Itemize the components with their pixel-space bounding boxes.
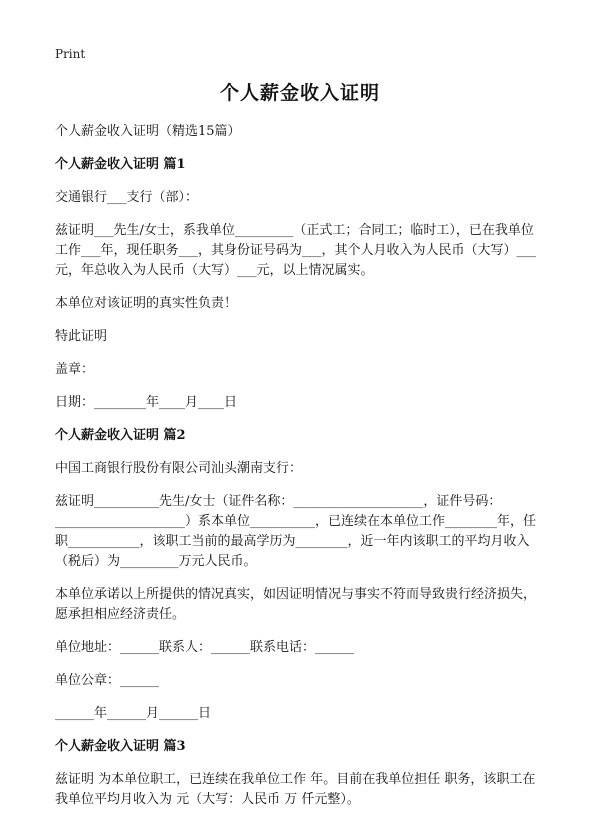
body-paragraph: 本单位承诺以上所提供的情况真实，如因证明情况与事实不符而导致贵行经济损失，愿承担相应经济责任。 — [55, 587, 537, 622]
addressee-line: 中国工商银行股份有限公司汕头潮南支行： — [55, 461, 303, 476]
body-paragraph: 兹证明__________先生/女士（证件名称：____________________，证件号码：____________________）系本单位__________，已连续在本单位工作________年，任职___________，该职工当前的最高学历为________，近一年内该职工的平均月收入（税后）为_________万元人民币。 — [55, 494, 537, 569]
document-title: 个人薪金收入证明 — [219, 82, 380, 104]
body-paragraph: 兹证明___先生/女士，系我单位_________（正式工；合同工；临时工），已在我单位工作___年，现任职务___，其身份证号码为___，其个人月收入为人民币（大写）___元，年总收入为人民币（大写）___元，以上情况属实。 — [55, 223, 537, 278]
document-body — [55, 122, 545, 823]
section-heading: 个人薪金收入证明 篇2 — [55, 428, 186, 443]
seal-line: 单位公章：______ — [55, 673, 160, 688]
print-link[interactable]: Print — [55, 47, 86, 61]
addressee-line: 交通银行___支行（部）： — [55, 190, 199, 205]
body-paragraph: 兹证明 为本单位职工，已连续在我单位工作 年。目前在我单位担任 职务，该职工在我单位平均月收入为 元（大写：人民币 万 仟元整）。 — [55, 772, 536, 807]
date-line: 日期：________年____月____日 — [55, 395, 238, 410]
document-subtitle: 个人薪金收入证明（精选15篇） — [55, 124, 241, 139]
closing-line: 特此证明 — [55, 329, 108, 344]
body-paragraph: 本单位对该证明的真实性负责！ — [55, 296, 238, 311]
seal-line: 盖章： — [55, 362, 95, 377]
section-heading: 个人薪金收入证明 篇3 — [55, 739, 186, 754]
section-heading: 个人薪金收入证明 篇1 — [55, 157, 186, 172]
date-line: ______年______月______日 — [55, 706, 212, 721]
contact-line: 单位地址：______联系人：______联系电话：______ — [55, 640, 355, 655]
